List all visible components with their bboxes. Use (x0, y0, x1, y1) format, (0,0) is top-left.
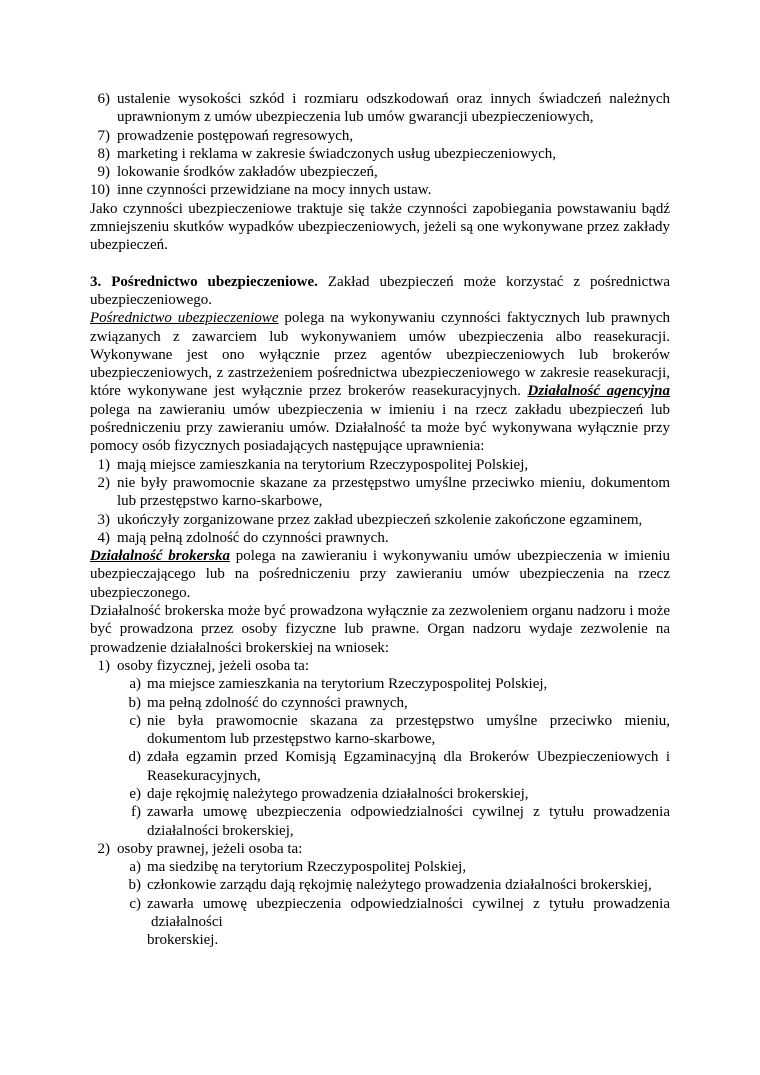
list-item (90, 127, 670, 145)
list-text: inne czynności przewidziane na mocy innych ustaw. (117, 182, 432, 199)
list-number: 7) (97, 127, 110, 144)
sub-list-letter: a) (129, 859, 141, 876)
sub-list-letter: a) (129, 676, 141, 693)
sub-list-item (90, 895, 670, 950)
sub-list-text: członkowie zarządu dają rękojmię należytego prowadzenia działalności brokerskiej, (147, 877, 652, 894)
sub-list-item (90, 712, 670, 749)
section-3-heading: 3. Pośrednictwo ubezpieczeniowe. (90, 273, 318, 290)
list-text: osoby fizycznej, jeżeli osoba ta: (117, 657, 310, 674)
sub-list-text: zdała egzamin przed Komisją Egzaminacyjną dla Brokerów Ubezpieczeniowych i Reasekuracyjnych, (147, 749, 670, 784)
list-item (90, 145, 670, 163)
sub-list-item (90, 675, 670, 693)
list-number: 1) (97, 456, 110, 473)
task-list-continued (90, 90, 670, 200)
list-item (90, 456, 670, 474)
list-number: 4) (97, 529, 110, 546)
agency-requirements-list (90, 456, 670, 547)
list-number: 2) (97, 840, 110, 857)
list-item (90, 90, 670, 127)
sub-list-item (90, 785, 670, 803)
sub-list-text: daje rękojmię należytego prowadzenia działalności brokerskiej, (147, 785, 529, 802)
list-text: mają miejsce zamieszkania na terytorium Rzeczypospolitej Polskiej, (117, 456, 529, 473)
term-brokerage: Działalność brokerska (90, 548, 230, 565)
list-text: ukończyły zorganizowane przez zakład ubezpieczeń szkolenie zakończone egzaminem, (117, 511, 643, 528)
list-text: osoby prawnej, jeżeli osoba ta: (117, 840, 303, 857)
list-text: nie były prawomocnie skazane za przestępstwo umyślne przeciwko mieniu, dokumentom lub przestępstwo karno-skarbowe, (117, 474, 670, 510)
broker-paragraph (90, 547, 670, 602)
definition-paragraph (90, 309, 670, 455)
list-text: lokowanie środków zakładów ubezpieczeń, (117, 164, 378, 181)
sub-list-item (90, 803, 670, 840)
list-item (90, 474, 670, 511)
list-text: marketing i reklama w zakresie świadczonych usług ubezpieczeniowych, (117, 145, 556, 162)
list-item (90, 511, 670, 529)
sub-list-text: ma miejsce zamieszkania na terytorium Rzeczypospolitej Polskiej, (147, 676, 548, 693)
list-text: ustalenie wysokości szkód i rozmiaru odszkodowań oraz innych świadczeń należnych uprawnionym z umów ubezpieczenia lub umów gwarancji ubezpieczeniowych, (117, 91, 670, 126)
spacer (90, 255, 670, 273)
sub-list-letter: c) (129, 712, 141, 729)
legal-person-conditions (90, 858, 670, 949)
broker-text: polega na zawieraniu i wykonywaniu umów ubezpieczenia w imieniu ubezpieczającego lub na pośredniczeniu przy zawieraniu umów ubezpieczenia na rzecz ubezpieczonego. (90, 548, 670, 601)
sub-list-text: ma siedzibę na terytorium Rzeczypospolitej Polskiej, (147, 859, 467, 876)
list-number: 1) (97, 657, 110, 674)
applicant-list (90, 657, 670, 950)
term-agency: Działalność agencyjna (527, 383, 670, 400)
definition-text: polega na wykonywaniu czynności faktycznych lub prawnych związanych z zawarciem lub wykonywaniem umów ubezpieczenia albo reasekuracji. Wykonywane jest ono wyłącznie przez agentów ubezpieczeniowych lub brokerów ubezpieczeniowych, z zastrzeżeniem pośrednictwa ubezpieczeniowego w zakresie reasekuracji, które wykonywane jest wyłącznie przez brokerów reasekuracyjnych. (90, 310, 670, 400)
agency-text: polega na zawieraniu umów ubezpieczenia w imieniu i na rzecz zakładu ubezpieczeń lub pośredniczeniu przy zawieraniu umów. Działalność ta może być wykonywana wyłącznie przy pomocy osób fizycznych posiadających następujące uprawnienia: (90, 401, 670, 455)
list-item-natural-person (90, 657, 670, 840)
sub-list-letter: c) (129, 895, 141, 912)
sub-list-letter: b) (128, 694, 141, 711)
sub-list-letter: d) (128, 749, 141, 766)
list-number: 3) (97, 511, 110, 528)
sub-list-item (90, 748, 670, 785)
list-number: 10) (90, 182, 110, 199)
sub-list-letter: f) (131, 804, 141, 821)
sub-list-text: zawarła umowę ubezpieczenia odpowiedzialności cywilnej z tytułu prowadzenia (147, 895, 670, 912)
sub-list-text-continued: działalności (151, 914, 223, 931)
list-text: prowadzenie postępowań regresowych, (117, 127, 354, 144)
list-number: 6) (97, 91, 110, 107)
list-item-legal-person (90, 840, 670, 950)
prevention-paragraph: Jako czynności ubezpieczeniowe traktuje się także czynności zapobiegania powstawaniu bądź zmniejszeniu skutków wypadków ubezpieczeniowych, jeżeli są one wykonywane przez zakłady ubezpieczeń. (90, 200, 670, 254)
sub-list-item (90, 858, 670, 876)
broker-permit-paragraph: Działalność brokerska może być prowadzona wyłącznie za zezwoleniem organu nadzoru i może być prowadzona przez osoby fizyczne lub prawne. Organ nadzoru wydaje zezwolenie na prowadzenie działalności brokerskiej na wniosek: (90, 603, 670, 656)
sub-list-text-continued: brokerskiej. (147, 932, 219, 949)
sub-list-text: nie była prawomocnie skazana za przestępstwo umyślne przeciwko mieniu, dokumentom lub przestępstwo karno-skarbowe, (147, 712, 670, 748)
list-number: 8) (97, 145, 110, 162)
list-item (90, 529, 670, 547)
section-3-heading-paragraph (90, 273, 670, 310)
sub-list-text: zawarła umowę ubezpieczenia odpowiedzialności cywilnej z tytułu prowadzenia działalności brokerskiej, (147, 804, 670, 839)
section-3-intro: Zakład ubezpieczeń może korzystać z pośrednictwa ubezpieczeniowego. (90, 273, 670, 308)
sub-list-letter: b) (128, 877, 141, 894)
term-intermediation: Pośrednictwo ubezpieczeniowe (90, 310, 279, 327)
sub-list-letter: e) (129, 785, 141, 802)
list-number: 2) (97, 474, 110, 491)
list-text: mają pełną zdolność do czynności prawnych. (117, 529, 389, 546)
document-page (90, 90, 670, 950)
list-item (90, 181, 670, 199)
natural-person-conditions (90, 675, 670, 840)
sub-list-text: ma pełną zdolność do czynności prawnych, (147, 694, 408, 711)
sub-list-item (90, 876, 670, 894)
sub-list-item (90, 694, 670, 712)
list-number: 9) (97, 164, 110, 181)
list-item (90, 163, 670, 181)
